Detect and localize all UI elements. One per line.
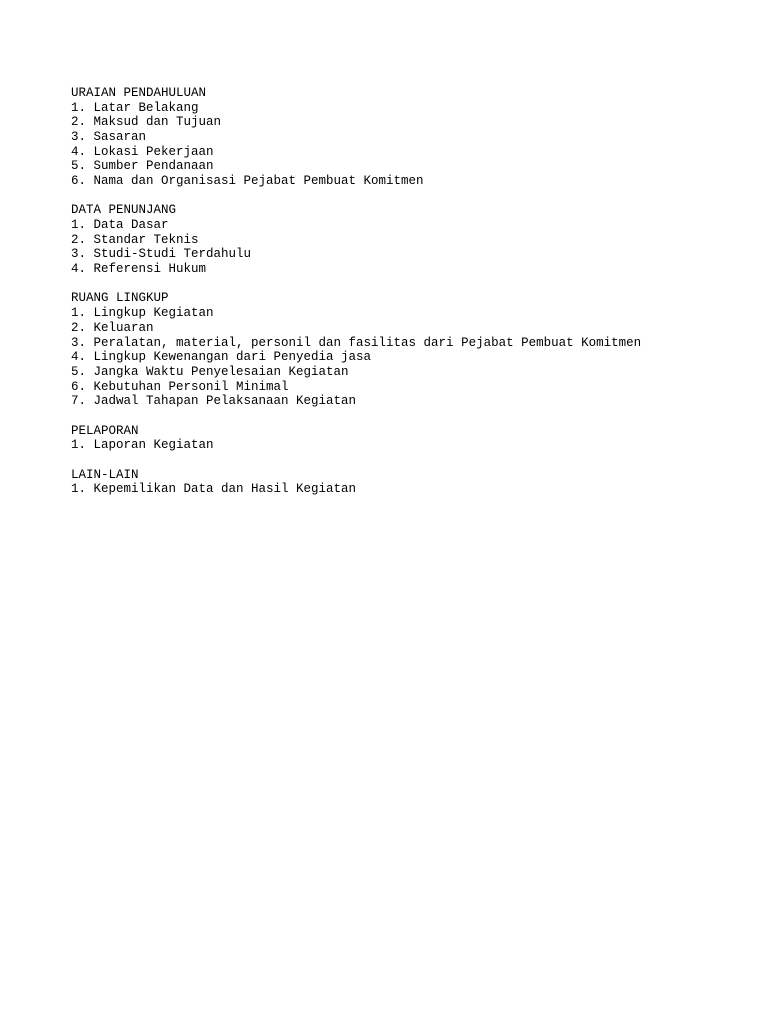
list-item: 2. Standar Teknis <box>71 232 199 247</box>
section-heading: LAIN-LAIN <box>71 467 139 482</box>
list-item: 2. Maksud dan Tujuan <box>71 115 222 130</box>
list-item: 4. Lingkup Kewenangan dari Penyedia jasa <box>71 350 372 365</box>
list-item: 4. Lokasi Pekerjaan <box>71 144 214 159</box>
list-item: 2. Keluaran <box>71 320 154 335</box>
section-lain-lain <box>71 468 751 497</box>
document-body <box>71 86 751 511</box>
section-ruang-lingkup <box>71 291 751 409</box>
section-uraian-pendahuluan <box>71 86 751 189</box>
list-item: 3. Sasaran <box>71 130 147 145</box>
section-heading: PELAPORAN <box>71 423 139 438</box>
list-item: 1. Lingkup Kegiatan <box>71 306 214 321</box>
section-heading: DATA PENUNJANG <box>71 203 177 218</box>
list-item: 1. Latar Belakang <box>71 100 199 115</box>
section-heading: URAIAN PENDAHULUAN <box>71 86 207 100</box>
list-item: 7. Jadwal Tahapan Pelaksanaan Kegiatan <box>71 394 357 409</box>
list-item: 5. Sumber Pendanaan <box>71 159 214 174</box>
list-item: 1. Data Dasar <box>71 218 169 233</box>
list-item: 1. Laporan Kegiatan <box>71 438 214 453</box>
list-item: 4. Referensi Hukum <box>71 262 207 277</box>
list-item: 3. Peralatan, material, personil dan fasilitas dari Pejabat Pembuat Komitmen <box>71 335 642 350</box>
section-heading: RUANG LINGKUP <box>71 291 169 306</box>
list-item: 6. Nama dan Organisasi Pejabat Pembuat Komitmen <box>71 174 424 189</box>
section-pelaporan <box>71 424 751 453</box>
list-item: 5. Jangka Waktu Penyelesaian Kegiatan <box>71 364 349 379</box>
list-item: 1. Kepemilikan Data dan Hasil Kegiatan <box>71 482 357 497</box>
section-data-penunjang <box>71 203 751 276</box>
list-item: 3. Studi-Studi Terdahulu <box>71 247 252 262</box>
list-item: 6. Kebutuhan Personil Minimal <box>71 379 289 394</box>
